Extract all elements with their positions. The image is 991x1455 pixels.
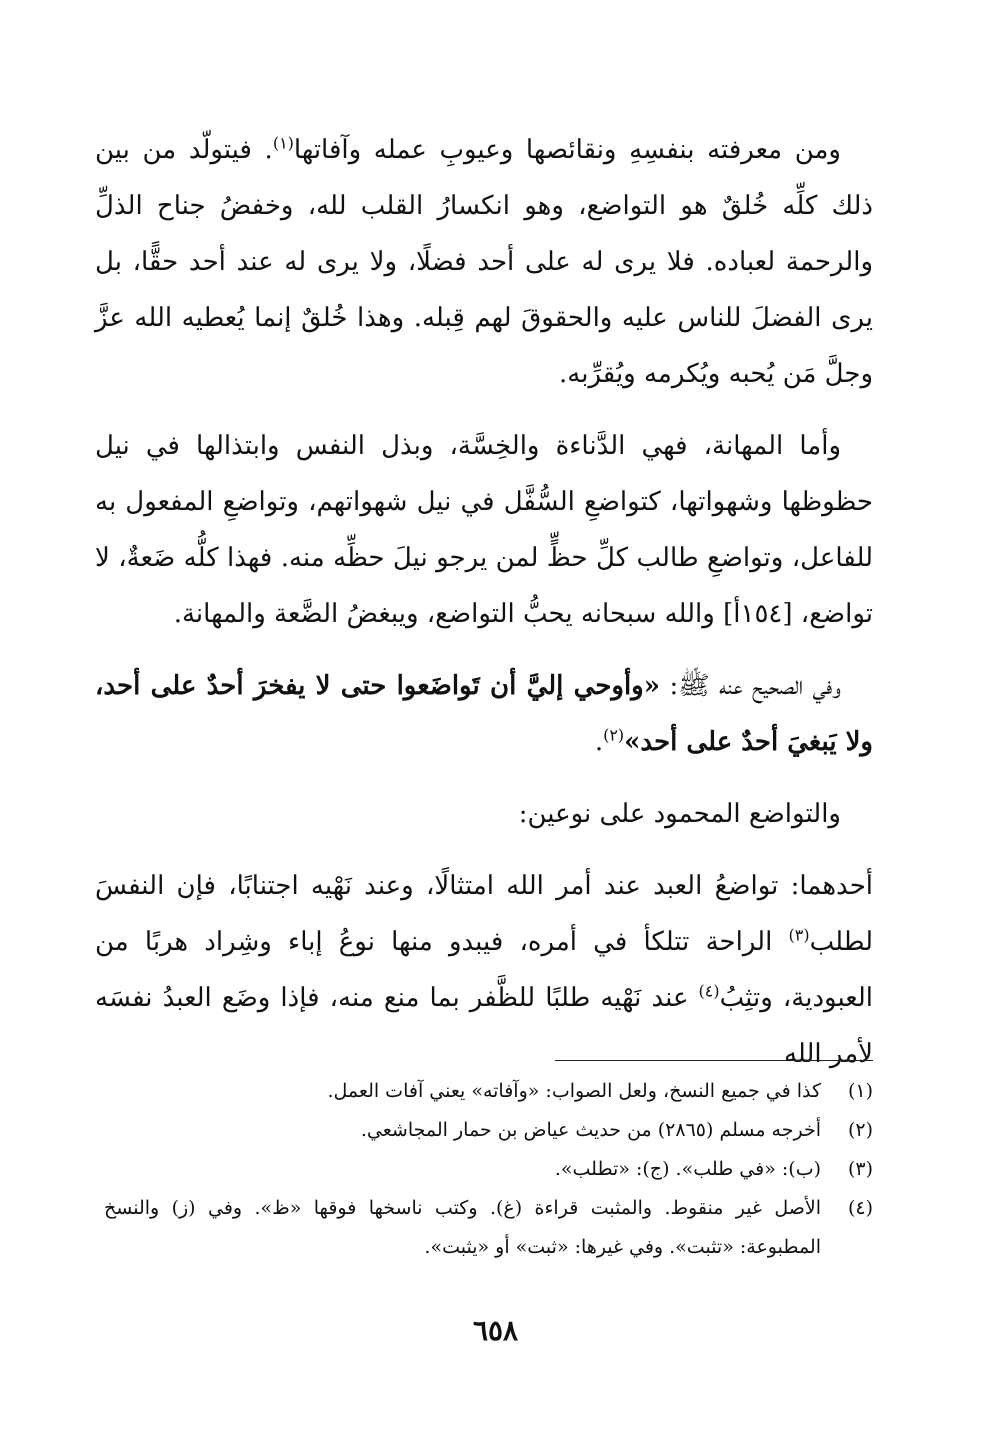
footnote-ref-1: (١) bbox=[272, 133, 294, 153]
page-number: ٦٥٨ bbox=[472, 1314, 519, 1347]
main-text-body bbox=[95, 122, 873, 1082]
paragraph-text: . فيتولّد من بين ذلك كلِّه خُلقٌ هو التواضع، وهو انكسارُ القلب لله، وخفضُ جناح الذلِّ والرحمة لعباده. فلا يرى له على أحد فضلًا، ولا يرى له عند أحد حقًّا، بل يرى الفضلَ للناس عليه والحقوقَ لهم قِبله. وهذا خُلقٌ إنما يُعطيه الله عزَّ وجلَّ مَن يُحبه ويُكرمه ويُقرِّبه. bbox=[95, 135, 873, 389]
paragraph-text: أحدهما: تواضعُ العبد عند أمر الله امتثالًا، وعند نَهْيه اجتنابًا، فإن النفسَ لطلب bbox=[95, 871, 873, 957]
paragraph-first-type bbox=[95, 858, 873, 1082]
footnote-text: الأصل غير منقوط. والمثبت قراءة (غ). وكتب ناسخها فوقها «ظ». وفي (ز) والنسخ المطبوعة: «تثبت». وفي غيرها: «ثبت» أو «يثبت». bbox=[104, 1197, 821, 1258]
footnotes-section bbox=[104, 1072, 873, 1267]
paragraph-two-types: والتواضع المحمود على نوعين: bbox=[518, 799, 841, 829]
paragraph-text: ومن معرفته بنفسِهِ ونقائصها وعيوبِ عمله وآفاتها bbox=[293, 135, 841, 165]
paragraph-humility-definition bbox=[95, 122, 873, 402]
footnote-text: كذا في جميع النسخ، ولعل الصواب: «وآفاته» يعني آفات العمل. bbox=[327, 1080, 821, 1102]
paragraph-text: عند نَهْيه طلبًا للظَّفر بما منع منه، فإذا وضَع العبدُ نفسَه لأمر الله bbox=[95, 983, 873, 1069]
hadith-end: . bbox=[594, 727, 604, 757]
hadith-quote: «وأوحي إليَّ أن تَواضَعوا حتى لا يفخرَ أحدٌ على أحد، ولا يَبغيَ أحدٌ على أحد» bbox=[95, 671, 873, 757]
footnote-item bbox=[104, 1072, 873, 1111]
paragraph-hadith bbox=[95, 658, 873, 770]
footnote-number: (٤) bbox=[847, 1197, 873, 1219]
footnote-number: (٣) bbox=[847, 1158, 873, 1180]
paragraph-text: الراحة تتلكأ في أمره، فيبدو منها نوعُ إباء وشِراد هربًا من العبودية، وتثِبُ bbox=[95, 927, 873, 1013]
footnote-divider bbox=[555, 1060, 873, 1061]
footnote-ref-2: (٢) bbox=[603, 725, 625, 745]
footnote-text: (ب): «في طلب». (ج): «تطلب». bbox=[554, 1158, 821, 1180]
footnote-item bbox=[104, 1189, 873, 1267]
footnote-number: (١) bbox=[847, 1080, 873, 1102]
footnote-item bbox=[104, 1111, 873, 1150]
footnote-text: أخرجه مسلم (٢٨٦٥) من حديث عياض بن حمار المجاشعي. bbox=[360, 1119, 821, 1141]
hadith-intro: وفي الصحيح عنه ﷺ: bbox=[659, 671, 842, 701]
footnote-number: (٢) bbox=[847, 1119, 873, 1141]
footnote-ref-4: (٤) bbox=[698, 981, 720, 1001]
paragraph-baseness: وأما المهانة، فهي الدَّناءة والخِسَّة، وبذل النفس وابتذالها في نيل حظوظها وشهواتها، كتواضعِ السُّفَّل في نيل شهواتهم، وتواضعِ المفعول به للفاعل، وتواضعِ طالب كلِّ حظٍّ لمن يرجو نيلَ حظِّه منه. فهذا كلُّه ضَعةٌ، لا تواضع، [١٥٤أ] والله سبحانه يحبُّ التواضع، ويبغضُ الضَّعة والمهانة. bbox=[95, 431, 873, 629]
footnote-item bbox=[104, 1150, 873, 1189]
footnote-ref-3: (٣) bbox=[788, 925, 810, 945]
